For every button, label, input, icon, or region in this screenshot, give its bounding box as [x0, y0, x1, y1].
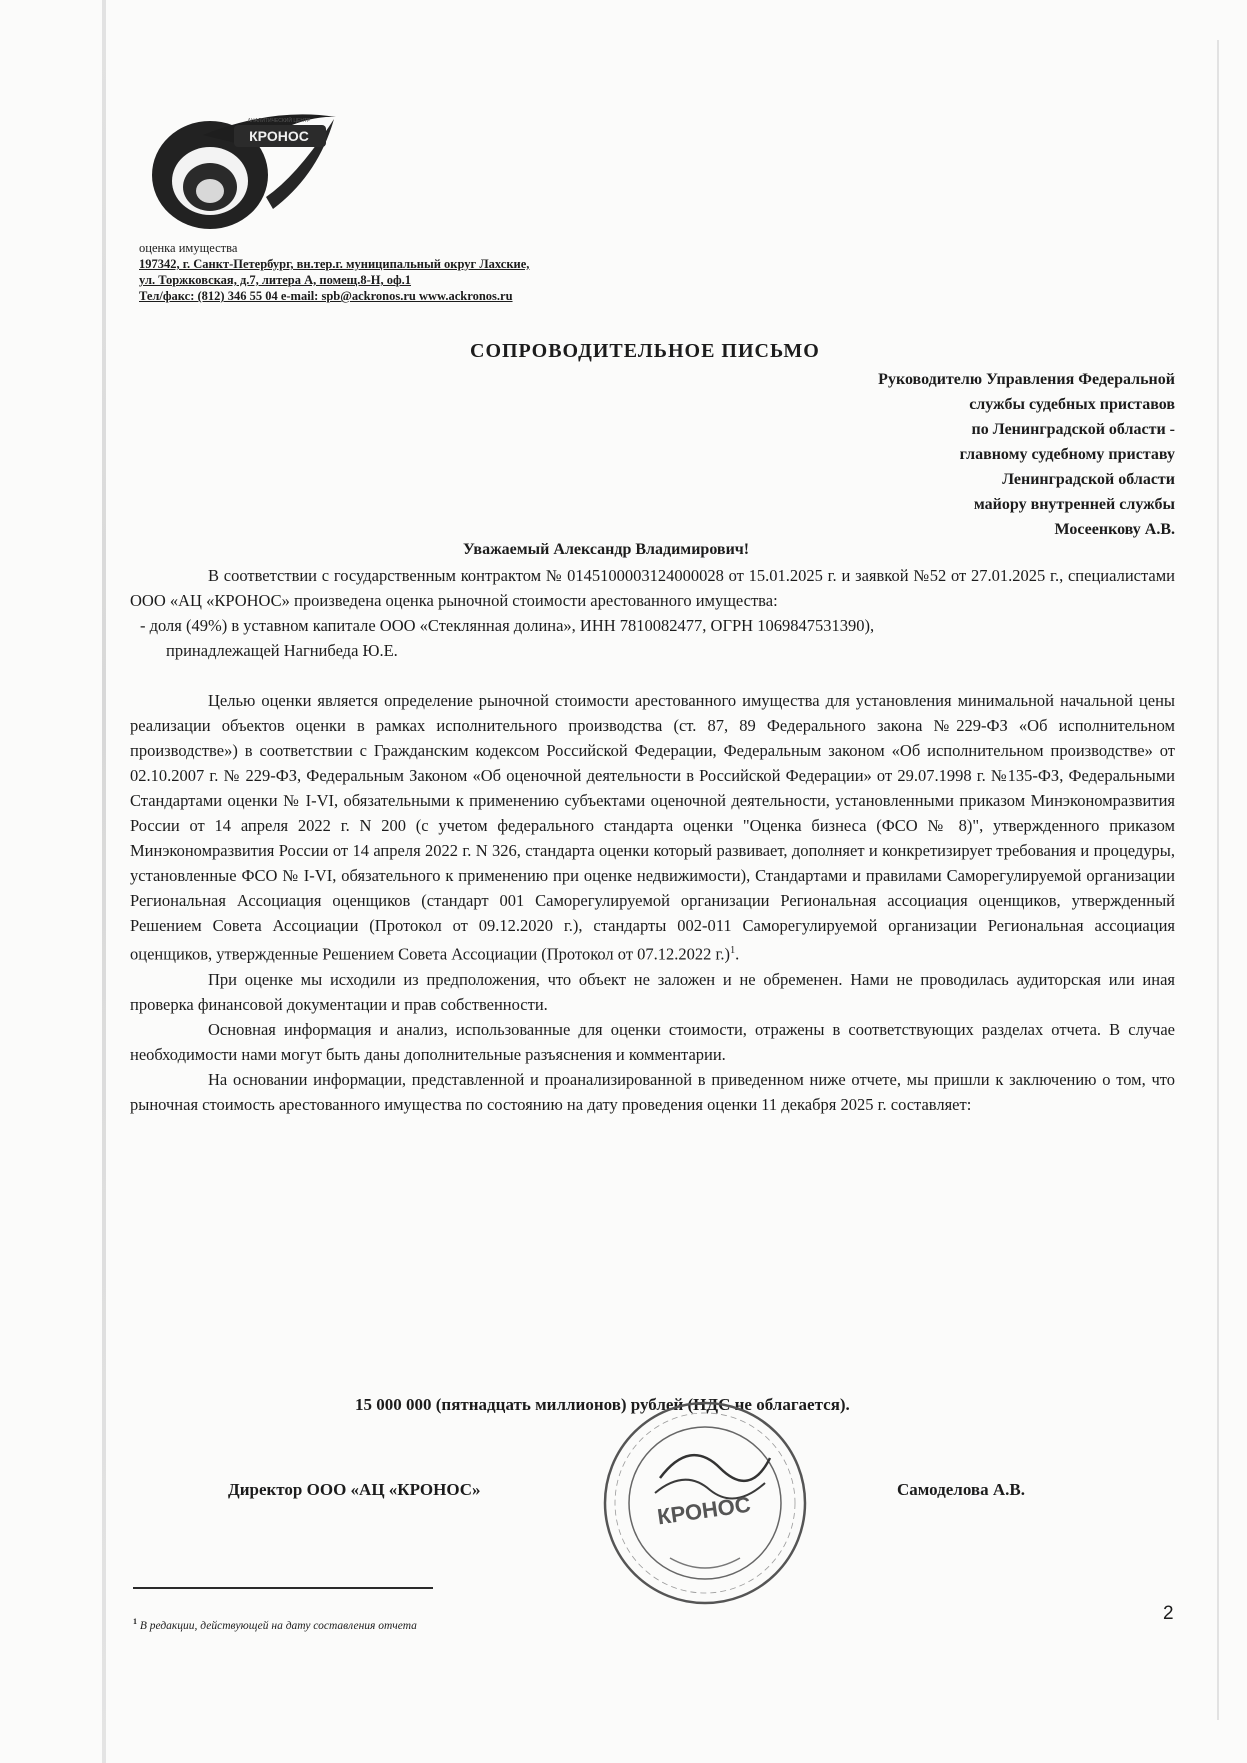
letter-title: СОПРОВОДИТЕЛЬНОЕ ПИСЬМО: [470, 340, 820, 362]
letter-body: [130, 563, 1175, 1117]
paragraph-purpose-text: Целью оценки является определение рыночной стоимости арестованного имущества для установления минимальной начальной цены реализации объектов оценки в рамках исполнительного производства (ст. 87, 89 Федерального закона №229-ФЗ «Об исполнительном производстве») в соответствии с Гражданским кодексом Российской Федерации, Федеральным законом «Об исполнительном производстве» от 02.10.2007 г. № 229-ФЗ, Федеральным Законом «Об оценочной деятельности в Российской Федерации» от 29.07.1998 г. №135-ФЗ, Федеральными Стандартами оценки № I-VI, обязательными к применению субъектами оценочной деятельности, установленными приказом Минэкономразвития России от 14 апреля 2022 г. N 200 (с учетом федерального стандарта оценки "Оценка бизнеса (ФСО № 8)", утвержденного приказом Минэкономразвития России от 14 апреля 2022 г. N 326, стандарта оценки который развивает, дополняет и конкретизирует требования и процедуры, установленные ФСО № I-VI, обязательного к применению при оценке недвижимости), Стандартами и правилами Саморегулируемой организации Региональная Ассоциация оценщиков (стандарт 001 Саморегулируемой организации Региональная ассоциация оценщиков, утвержденный Решением Совета Ассоциации (Протокол от 09.12.2020 г.), стандарты 002-011 Саморегулируемой организации Региональная ассоциация оценщиков, утвержденные Решением Совета Ассоциации (Протокол от 07.12.2022 г.): [130, 691, 1175, 964]
paragraph-owner: принадлежащей Нагнибеда Ю.Е.: [166, 641, 398, 660]
recipient-line: службы судебных приставов: [969, 396, 1175, 413]
greeting: Уважаемый Александр Владимирович!: [463, 541, 750, 558]
recipient-line: главному судебному приставу: [959, 446, 1175, 463]
company-details: [139, 240, 759, 304]
company-address-line2: ул. Торжковская, д.7, литера А, помещ.8-Н, оф.1: [139, 273, 412, 287]
signatory-title: Директор ООО «АЦ «КРОНОС»: [228, 1480, 481, 1499]
paragraph-conclusion: На основании информации, представленной и проанализированной в приведенном ниже отчете, мы пришли к заключению о том, что рыночная стоимость арестованного имущества по состоянию на дату проведения оценки 11 декабря 2025 г. составляет:: [130, 1069, 1175, 1114]
paragraph-assumptions: При оценке мы исходили из предположения, что объект не заложен и не обременен. Нами не проводилась аудиторская или иная проверка финансовой документации и прав собственности.: [130, 969, 1175, 1014]
paragraph-info: Основная информация и анализ, использованные для оценки стоимости, отражены в соответствующих разделах отчета. В случае необходимости нами могут быть даны дополнительные разъяснения и комментарии.: [130, 1019, 1175, 1064]
signatory-name: Самоделова А.В.: [897, 1480, 1025, 1499]
recipient-line: по Ленинградской области -: [971, 421, 1175, 438]
footnote-text: В редакции, действующей на дату составления отчета: [139, 1619, 417, 1632]
recipient-line: Руководителю Управления Федеральной: [878, 371, 1175, 388]
paragraph-contract: В соответствии с государственным контрактом № 0145100003124000028 от 15.01.2025 г. и заявкой №52 от 27.01.2025 г., специалистами ООО «АЦ «КРОНОС» произведена оценка рыночной стоимости арестованного имущества:: [130, 566, 1175, 610]
paragraph-gap: [130, 663, 1175, 688]
valuation-amount: 15 000 000 (пятнадцать миллионов) рублей (НДС не облагается).: [355, 1395, 850, 1414]
paragraph-item: - доля (49%) в уставном капитале ООО «Стеклянная долина», ИНН 7810082477, ОГРН 1069847531390),: [140, 616, 875, 635]
scan-edge-shadow: [102, 0, 106, 1763]
stamp-text: КРОНОС: [655, 1491, 753, 1530]
footnote-mark: 1: [133, 1617, 137, 1626]
recipient-line: Мосеенкову А.В.: [1054, 521, 1175, 538]
logo-text: КРОНОС: [249, 128, 309, 144]
paragraph-purpose-end: .: [735, 944, 740, 964]
company-logo: [148, 105, 338, 237]
scan-edge-shadow-right: [1217, 40, 1219, 1720]
footnote: [133, 1617, 417, 1632]
paragraph-purpose: [130, 688, 1175, 967]
recipient-block: [655, 367, 1175, 542]
page-number: 2: [1163, 1603, 1174, 1624]
company-address-line1: 197342, г. Санкт-Петербург, вн.тер.г. муниципальный округ Лахские,: [139, 257, 530, 271]
company-stamp: [600, 1398, 810, 1608]
company-contacts: Тел/факс: (812) 346 55 04 e-mail: spb@ackronos.ru www.ackronos.ru: [139, 289, 513, 303]
recipient-line: майору внутренней службы: [973, 496, 1175, 513]
company-tagline: оценка имущества: [139, 241, 238, 255]
logo-subtext: АНАЛИТИЧЕСКИЙ ЦЕНТР: [247, 118, 311, 124]
footnote-reference: 1: [730, 945, 736, 956]
recipient-line: Ленинградской области: [1002, 471, 1175, 488]
footnote-divider: [133, 1587, 433, 1589]
